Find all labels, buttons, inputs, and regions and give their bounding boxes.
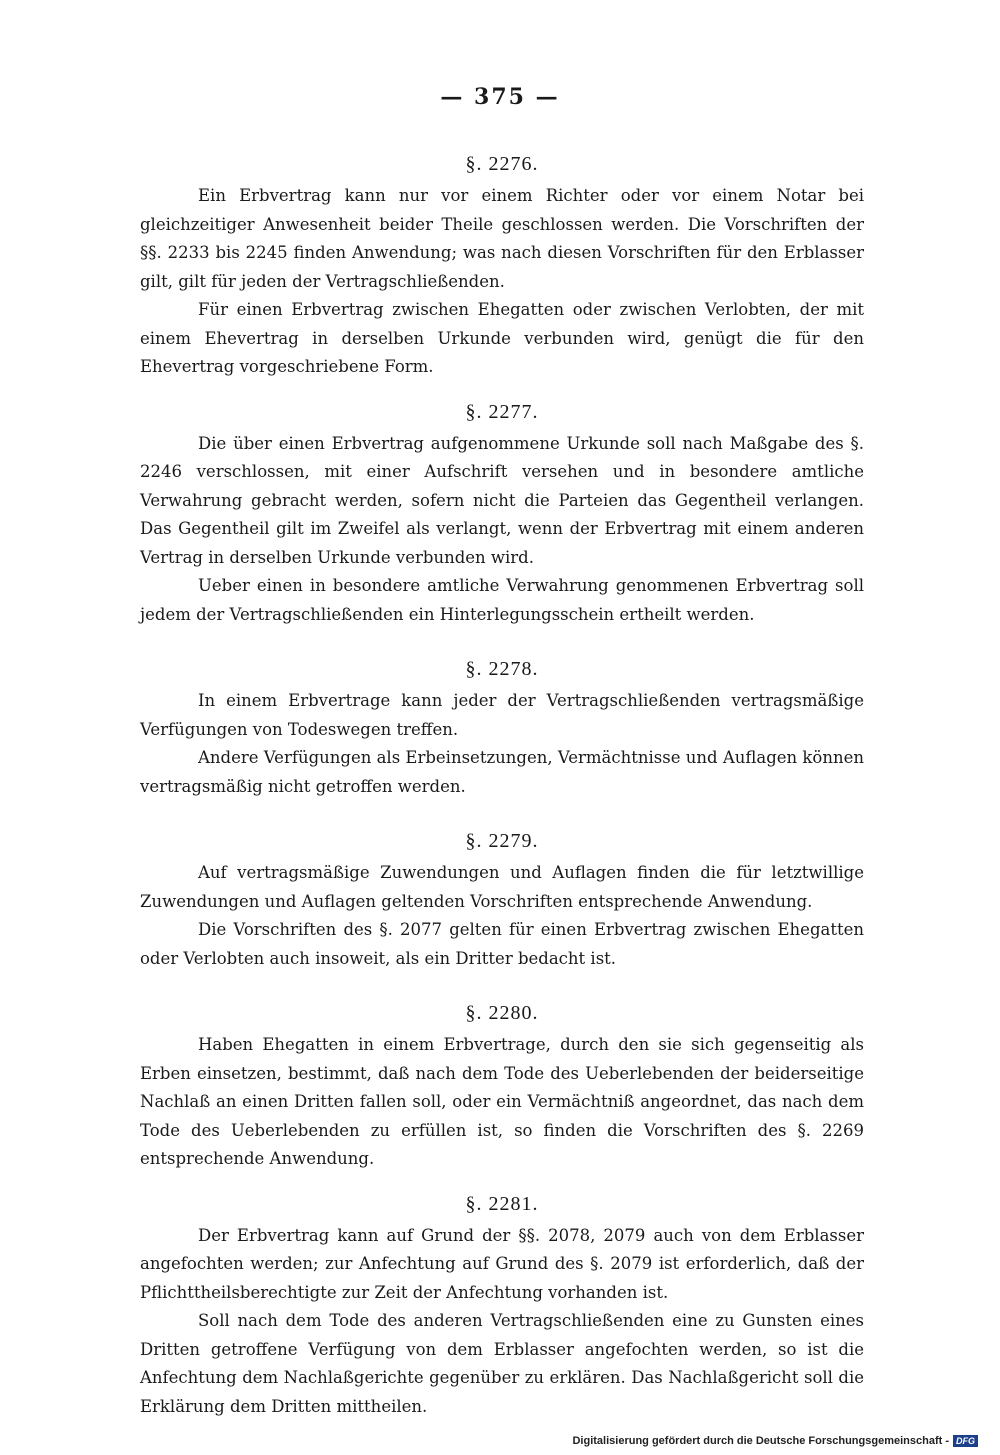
paragraph: Andere Verfügungen als Erbeinsetzungen, Vermächtnisse und Auflagen können vertragsmäßig nicht getroffen werden. — [140, 748, 864, 796]
paragraph: In einem Erbvertrage kann jeder der Vertragschließenden vertragsmäßige Verfügungen von Todeswegen treffen. — [140, 691, 864, 739]
paragraph: Haben Ehegatten in einem Erbvertrage, durch den sie sich gegenseitig als Erben einsetzen, bestimmt, daß nach dem Tode des Ueberlebenden der beiderseitige Nachlaß an einen Dritten fallen soll, oder ein Vermächtniß angeordnet, das nach dem Tode des Ueberlebenden zu erfüllen ist, so finden die Vorschriften des §. 2269 entsprechende Anwendung. — [140, 1035, 864, 1168]
paragraph: Ein Erbvertrag kann nur vor einem Richter oder vor einem Notar bei gleichzeitiger Anwesenheit beider Theile geschlossen werden. Die Vorschriften der §§. 2233 bis 2245 finden Anwendung; was nach diesen Vorschriften für den Erblasser gilt, gilt für jeden der Vertragschließenden. — [140, 186, 864, 291]
page-body — [140, 150, 864, 1421]
section-2276 — [140, 150, 864, 382]
footer-text: Digitalisierung gefördert durch die Deutsche Forschungsgemeinschaft - — [572, 1435, 949, 1447]
section-2281 — [140, 1190, 864, 1422]
section-heading: §. 2281. — [465, 1192, 539, 1215]
section-heading: §. 2277. — [465, 400, 539, 423]
section-heading: §. 2276. — [465, 153, 539, 175]
dfg-logo: DFG — [953, 1435, 978, 1447]
section-heading: §. 2278. — [465, 658, 539, 680]
digitization-credit — [572, 1435, 978, 1447]
page-number: — 375 — — [440, 84, 560, 110]
section-heading: §. 2279. — [465, 830, 539, 852]
section-2279 — [140, 827, 864, 973]
paragraph: Die über einen Erbvertrag aufgenommene Urkunde soll nach Maßgabe des §. 2246 verschlossen, mit einer Aufschrift versehen und in besondere amtliche Verwahrung gebracht werden, sofern nicht die Parteien das Gegentheil verlangen. Das Gegentheil gilt im Zweifel als verlangt, wenn der Erbvertrag mit einem anderen Vertrag in derselben Urkunde verbunden wird. — [140, 433, 864, 567]
paragraph: Die Vorschriften des §. 2077 gelten für einen Erbvertrag zwischen Ehegatten oder Verlobten auch insoweit, als ein Dritter bedacht ist. — [140, 920, 864, 968]
paragraph: Ueber einen in besondere amtliche Verwahrung genommenen Erbvertrag soll jedem der Vertragschließenden ein Hinterlegungsschein ertheilt werden. — [140, 576, 864, 624]
paragraph: Soll nach dem Tode des anderen Vertragschließenden eine zu Gunsten eines Dritten getroffene Verfügung von dem Erblasser angefochten werden, so ist die Anfechtung dem Nachlaßgerichte gegenüber zu erklären. Das Nachlaßgericht soll die Erklärung dem Dritten mittheilen. — [140, 1311, 864, 1416]
section-2277 — [140, 398, 864, 630]
paragraph: Der Erbvertrag kann auf Grund der §§. 2078, 2079 auch von dem Erblasser angefochten werden; zur Anfechtung auf Grund des §. 2079 ist erforderlich, daß der Pflichttheilsberechtigte zur Zeit der Anfechtung vorhanden ist. — [140, 1225, 864, 1302]
paragraph: Auf vertragsmäßige Zuwendungen und Auflagen finden die für letztwillige Zuwendungen und Auflagen geltenden Vorschriften entsprechende Anwendung. — [140, 863, 864, 911]
section-2280 — [140, 999, 864, 1174]
section-heading: §. 2280. — [465, 1002, 539, 1024]
section-2278 — [140, 655, 864, 801]
paragraph: Für einen Erbvertrag zwischen Ehegatten oder zwischen Verlobten, der mit einem Ehevertrag in derselben Urkunde verbunden wird, genügt die für den Ehevertrag vorgeschriebene Form. — [140, 300, 864, 376]
